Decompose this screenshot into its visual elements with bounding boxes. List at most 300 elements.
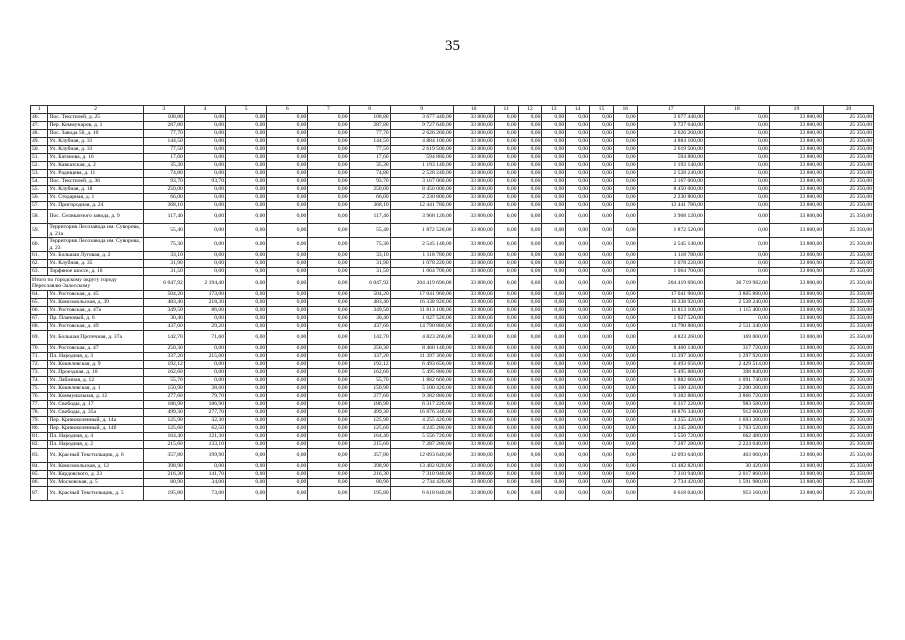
table-cell: 25 350,00 — [824, 463, 874, 471]
table-cell: 33 800,00 — [453, 238, 494, 252]
table-cell: 4 884 100,00 — [390, 138, 453, 146]
table-cell: 195,80 — [143, 487, 184, 501]
table-cell: 25 350,00 — [824, 323, 874, 331]
column-header: 18 — [704, 106, 769, 114]
table-cell: 0,00 — [184, 238, 225, 252]
table-cell: 317 720,00 — [704, 345, 769, 353]
table-cell: 0,00 — [566, 433, 590, 441]
table-cell: 0,00 — [566, 170, 590, 178]
table-cell: 0,00 — [226, 369, 267, 377]
table-cell: 30 420,00 — [704, 463, 769, 471]
table-cell: 0,00 — [613, 299, 637, 307]
table-cell: 0,00 — [590, 441, 614, 449]
table-cell: 33 800,00 — [453, 471, 494, 479]
table-cell: 0,00 — [494, 210, 518, 224]
table-cell: 0,00 — [590, 377, 614, 385]
table-cell: 0,00 — [308, 210, 349, 224]
table-cell: 17 041 960,00 — [637, 291, 704, 299]
table-cell: 0,00 — [590, 276, 614, 291]
address-cell: Ул. Кавказская, д. 2 — [48, 162, 143, 170]
table-cell: 0,00 — [518, 276, 542, 291]
table-cell: 287,80 — [143, 122, 184, 130]
table-cell: 6 493 656,00 — [637, 361, 704, 369]
table-cell: 33 800,00 — [769, 401, 823, 409]
table-cell: 0,00 — [308, 393, 349, 401]
table-cell: 33,10 — [349, 252, 390, 260]
table-row — [31, 385, 874, 393]
table-cell: 0,00 — [542, 170, 566, 178]
table-cell: 0,00 — [613, 138, 637, 146]
table-cell: 25 350,00 — [824, 210, 874, 224]
table-cell: 0,00 — [613, 224, 637, 238]
table-cell: 0,00 — [494, 252, 518, 260]
table-cell: 0,00 — [518, 401, 542, 409]
table-cell: 0,00 — [494, 260, 518, 268]
address-cell: Ул. Свободы, д. 17 — [48, 401, 143, 409]
table-cell: 0,00 — [590, 186, 614, 194]
table-cell: 0,00 — [226, 138, 267, 146]
address-cell: Ул. Пригородная, д. 24 — [48, 202, 143, 210]
table-cell: 93,70 — [184, 178, 225, 186]
table-row — [31, 130, 874, 138]
table-cell: 463 060,00 — [704, 449, 769, 463]
table-cell: 0,00 — [566, 299, 590, 307]
table-cell: 0,00 — [542, 331, 566, 345]
table-cell: 0,00 — [590, 345, 614, 353]
address-cell: Ул. Батанова, д. 16 — [48, 154, 143, 162]
address-cell: Торфяное шоссе, д. 18 — [48, 268, 143, 276]
table-cell: 1 882 660,00 — [390, 377, 453, 385]
table-cell: 0,00 — [494, 353, 518, 361]
table-cell: 250,30 — [143, 345, 184, 353]
row-number-cell: 51. — [31, 154, 48, 162]
table-cell: 0,00 — [308, 369, 349, 377]
table-cell: 0,00 — [542, 323, 566, 331]
table-cell: 0,00 — [613, 417, 637, 425]
table-cell: 0,00 — [704, 114, 769, 122]
table-cell: 0,00 — [613, 268, 637, 276]
table-cell: 0,00 — [566, 331, 590, 345]
row-number-cell: 55. — [31, 186, 48, 194]
table-cell: 33 800,00 — [453, 369, 494, 377]
table-cell: 0,00 — [613, 114, 637, 122]
table-cell: 0,00 — [494, 122, 518, 130]
table-cell: 0,00 — [518, 224, 542, 238]
table-cell: 0,00 — [267, 186, 308, 194]
table-cell: 6 493 656,00 — [390, 361, 453, 369]
table-cell: 0,00 — [566, 307, 590, 315]
table-cell: 8 450 000,00 — [390, 186, 453, 194]
table-cell: 25 350,00 — [824, 252, 874, 260]
table-cell: 25 350,00 — [824, 417, 874, 425]
table-cell: 0,00 — [542, 299, 566, 307]
address-cell: Ул. Радищева, д. 11 — [48, 170, 143, 178]
table-cell: 0,00 — [542, 146, 566, 154]
table-cell: 8 460 140,00 — [390, 345, 453, 353]
table-cell: 0,00 — [226, 178, 267, 186]
table-cell: 0,00 — [518, 130, 542, 138]
table-cell: 33 800,00 — [453, 353, 494, 361]
table-cell: 0,00 — [566, 449, 590, 463]
table-cell: 0,00 — [226, 401, 267, 409]
table-cell: 0,00 — [184, 224, 225, 238]
table-cell: 0,00 — [518, 154, 542, 162]
table-cell: 0,00 — [566, 479, 590, 487]
table-cell: 0,00 — [566, 471, 590, 479]
table-cell: 0,00 — [613, 361, 637, 369]
table-cell: 3 167 060,00 — [390, 178, 453, 186]
table-cell: 0,00 — [566, 323, 590, 331]
row-number-cell: 87. — [31, 487, 48, 501]
table-cell: 25 350,00 — [824, 114, 874, 122]
table-cell: 483,40 — [143, 299, 184, 307]
table-cell: 0,00 — [267, 345, 308, 353]
table-cell: 0,00 — [590, 385, 614, 393]
address-cell: Пер. Кривоколенный, д. 14б — [48, 425, 143, 433]
table-cell: 192,12 — [349, 361, 390, 369]
table-cell: 5 100 420,00 — [390, 385, 453, 393]
table-cell: 0,00 — [226, 260, 267, 268]
table-cell: 5 556 720,00 — [637, 433, 704, 441]
table-cell: 0,00 — [267, 114, 308, 122]
table-cell: 0,00 — [184, 369, 225, 377]
address-cell: Ул. Комсомольская, д. 12 — [48, 463, 143, 471]
table-cell: 121,30 — [184, 433, 225, 441]
table-row — [31, 449, 874, 463]
table-cell: 0,00 — [566, 315, 590, 323]
table-cell: 3 968 120,00 — [637, 210, 704, 224]
table-cell: 1 078 220,00 — [637, 260, 704, 268]
table-cell: 164,40 — [349, 433, 390, 441]
table-cell: 0,00 — [704, 268, 769, 276]
table-cell: 0,00 — [613, 162, 637, 170]
table-cell: 0,00 — [267, 299, 308, 307]
table-cell: 66,00 — [349, 194, 390, 202]
table-cell: 33 800,00 — [769, 433, 823, 441]
table-cell: 0,00 — [267, 471, 308, 479]
table-cell: 34,00 — [184, 479, 225, 487]
table-cell: 0,00 — [184, 146, 225, 154]
table-cell: 0,00 — [267, 401, 308, 409]
table-row — [31, 224, 874, 238]
table-cell: 11 813 100,00 — [637, 307, 704, 315]
table-cell: 0,00 — [308, 268, 349, 276]
table-cell: 25 350,00 — [824, 162, 874, 170]
table-row — [31, 146, 874, 154]
table-cell: 0,00 — [542, 471, 566, 479]
row-number-cell: 66. — [31, 307, 48, 315]
table-cell: 186,90 — [143, 401, 184, 409]
table-cell: 2 528 240,00 — [704, 299, 769, 307]
table-cell: 62,50 — [184, 425, 225, 433]
column-header: 8 — [349, 106, 390, 114]
table-row — [31, 369, 874, 377]
table-cell: 0,00 — [308, 202, 349, 210]
row-number-cell: 68. — [31, 323, 48, 331]
table-cell: 0,00 — [518, 252, 542, 260]
table-cell: 25 350,00 — [824, 331, 874, 345]
column-header: 13 — [542, 106, 566, 114]
table-cell: 0,00 — [590, 409, 614, 417]
table-cell: 25 350,00 — [824, 479, 874, 487]
table-cell: 93,70 — [349, 178, 390, 186]
table-cell: 5 556 720,00 — [390, 433, 453, 441]
table-cell: 0,00 — [566, 441, 590, 449]
address-cell: Ул. Свободы, д. 35а — [48, 409, 143, 417]
table-cell: 0,00 — [308, 170, 349, 178]
table-cell: 0,00 — [226, 122, 267, 130]
table-cell: 33 800,00 — [769, 479, 823, 487]
address-cell: Ул. Ростовская, д. 47 — [48, 345, 143, 353]
table-cell: 0,00 — [566, 393, 590, 401]
table-cell: 0,00 — [494, 369, 518, 377]
table-cell: 16 876 340,00 — [637, 409, 704, 417]
table-cell: 0,00 — [494, 114, 518, 122]
page-number: 35 — [445, 38, 460, 54]
table-cell: 0,00 — [226, 479, 267, 487]
row-number-cell: 76. — [31, 393, 48, 401]
table-cell: 0,00 — [267, 194, 308, 202]
table-row — [31, 425, 874, 433]
table-cell: 16 338 920,00 — [637, 299, 704, 307]
table-row — [31, 377, 874, 385]
table-cell: 2 626 260,00 — [390, 130, 453, 138]
table-cell: 0,00 — [518, 345, 542, 353]
table-cell: 0,00 — [494, 377, 518, 385]
table-cell: 25 350,00 — [824, 291, 874, 299]
table-cell: 0,00 — [494, 385, 518, 393]
table-cell: 33 800,00 — [769, 122, 823, 130]
table-row — [31, 463, 874, 471]
table-cell: 125,90 — [143, 417, 184, 425]
table-cell: 368,10 — [143, 202, 184, 210]
table-cell: 93,70 — [143, 178, 184, 186]
table-cell: 31,50 — [143, 268, 184, 276]
table-cell: 0,00 — [542, 441, 566, 449]
table-cell: 33 800,00 — [769, 353, 823, 361]
table-cell: 0,00 — [308, 238, 349, 252]
table-cell: 0,00 — [566, 186, 590, 194]
table-cell: 0,00 — [226, 449, 267, 463]
table-cell: 33 800,00 — [453, 307, 494, 315]
row-number-cell: 52. — [31, 162, 48, 170]
table-cell: 33 800,00 — [453, 345, 494, 353]
table-cell: 0,00 — [542, 252, 566, 260]
table-row — [31, 401, 874, 409]
table-cell: 0,00 — [518, 186, 542, 194]
table-cell: 31,90 — [143, 260, 184, 268]
table-row — [31, 186, 874, 194]
table-cell: 0,00 — [267, 291, 308, 299]
address-cell: Пос. Селикатного завода, д. 9 — [48, 210, 143, 224]
table-cell: 0,00 — [494, 433, 518, 441]
table-cell: 31,90 — [349, 260, 390, 268]
table-cell: 86,00 — [184, 307, 225, 315]
table-cell: 0,00 — [308, 409, 349, 417]
table-cell: 25 350,00 — [824, 130, 874, 138]
table-cell: 0,00 — [542, 385, 566, 393]
column-header: 16 — [613, 106, 637, 114]
table-cell: 0,00 — [704, 315, 769, 323]
table-cell: 33 800,00 — [769, 178, 823, 186]
table-cell: 0,00 — [704, 122, 769, 130]
row-number-cell: 64. — [31, 291, 48, 299]
table-cell: 215,00 — [184, 353, 225, 361]
table-cell: 0,00 — [226, 130, 267, 138]
housing-fund-table — [30, 105, 874, 501]
table-cell: 218,30 — [184, 299, 225, 307]
table-cell: 25 350,00 — [824, 299, 874, 307]
table-cell: 0,00 — [226, 463, 267, 471]
table-cell: 204 419 696,00 — [390, 276, 453, 291]
table-cell: 25 350,00 — [824, 178, 874, 186]
table-cell: 4 823 260,00 — [390, 331, 453, 345]
table-cell: 0,00 — [590, 194, 614, 202]
table-cell: 0,00 — [590, 479, 614, 487]
table-cell: 33 800,00 — [769, 238, 823, 252]
table-cell: 30,40 — [349, 315, 390, 323]
table-cell: 0,00 — [518, 463, 542, 471]
table-cell: 25 350,00 — [824, 353, 874, 361]
table-cell: 0,00 — [226, 393, 267, 401]
table-cell: 0,00 — [267, 417, 308, 425]
table-cell: 0,00 — [590, 210, 614, 224]
table-cell: 0,00 — [226, 202, 267, 210]
table-cell: 0,00 — [590, 130, 614, 138]
table-cell: 141,70 — [184, 471, 225, 479]
table-cell: 0,00 — [226, 186, 267, 194]
address-cell: Пл. Народная, д. 2 — [48, 441, 143, 449]
table-cell: 25 350,00 — [824, 268, 874, 276]
table-cell: 0,00 — [566, 401, 590, 409]
address-cell: Пл. Народная, д. 4 — [48, 433, 143, 441]
table-cell: 77,70 — [143, 130, 184, 138]
table-cell: 0,00 — [590, 238, 614, 252]
table-cell: 0,00 — [518, 323, 542, 331]
table-cell: 0,00 — [566, 122, 590, 130]
table-cell: 25 350,00 — [824, 409, 874, 417]
table-cell: 33 800,00 — [769, 315, 823, 323]
table-cell: 6 317 220,00 — [637, 401, 704, 409]
table-cell: 0,00 — [590, 291, 614, 299]
table-cell: 0,00 — [566, 377, 590, 385]
table-cell: 0,00 — [566, 268, 590, 276]
table-cell: 0,00 — [267, 170, 308, 178]
table-cell: 0,00 — [590, 393, 614, 401]
table-cell: 0,00 — [494, 202, 518, 210]
table-cell: 0,00 — [613, 345, 637, 353]
table-cell: 0,00 — [494, 307, 518, 315]
table-cell: 0,00 — [613, 154, 637, 162]
table-cell: 0,00 — [518, 202, 542, 210]
table-cell: 12 441 780,00 — [637, 202, 704, 210]
address-cell: Пер. Кривоколенный, д. 14а — [48, 417, 143, 425]
table-cell: 33 800,00 — [453, 138, 494, 146]
table-cell: 0,00 — [613, 425, 637, 433]
table-cell: 0,00 — [267, 441, 308, 449]
table-cell: 33 800,00 — [769, 425, 823, 433]
table-row — [31, 122, 874, 130]
table-cell: 0,00 — [542, 307, 566, 315]
table-cell: 55,40 — [143, 224, 184, 238]
table-cell: 0,00 — [542, 393, 566, 401]
table-cell: 0,00 — [613, 369, 637, 377]
table-cell: 2 224 040,00 — [704, 441, 769, 449]
table-cell: 0,00 — [542, 210, 566, 224]
table-cell: 0,00 — [518, 146, 542, 154]
table-cell: 0,00 — [226, 345, 267, 353]
table-cell: 349,50 — [349, 307, 390, 315]
table-cell: 0,00 — [590, 315, 614, 323]
table-cell: 33 800,00 — [453, 268, 494, 276]
table-cell: 0,00 — [518, 393, 542, 401]
table-cell: 0,00 — [518, 425, 542, 433]
address-cell: Ул. Ростовская, д. 49 — [48, 323, 143, 331]
table-cell: 0,00 — [566, 178, 590, 186]
table-header-row — [31, 106, 874, 114]
table-cell: 0,00 — [518, 307, 542, 315]
column-header: 6 — [267, 106, 308, 114]
table-cell: 0,00 — [308, 425, 349, 433]
table-cell: 0,00 — [308, 353, 349, 361]
table-cell: 13 482 820,00 — [390, 463, 453, 471]
table-cell: 33 800,00 — [453, 224, 494, 238]
table-cell: 0,00 — [226, 361, 267, 369]
address-cell: Пр. Плановый, д. 6 — [48, 315, 143, 323]
table-cell: 33 800,00 — [769, 252, 823, 260]
table-cell: 33 800,00 — [769, 162, 823, 170]
table-cell: 1 693 380,00 — [704, 417, 769, 425]
table-row — [31, 162, 874, 170]
table-cell: 0,00 — [590, 417, 614, 425]
row-number-cell: 58. — [31, 210, 48, 224]
table-cell: 0,00 — [704, 178, 769, 186]
table-cell: 0,00 — [494, 323, 518, 331]
table-cell: 0,00 — [590, 331, 614, 345]
table-cell: 17 041 960,00 — [390, 291, 453, 299]
table-cell: 0,00 — [704, 224, 769, 238]
table-cell: 0,00 — [704, 238, 769, 252]
table-cell: 357,80 — [143, 449, 184, 463]
table-cell: 6 317 220,00 — [390, 401, 453, 409]
table-cell: 216,30 — [143, 471, 184, 479]
table-cell: 3 805 880,00 — [704, 291, 769, 299]
table-cell: 1 872 520,00 — [637, 224, 704, 238]
table-cell: 164,40 — [143, 433, 184, 441]
table-cell: 0,00 — [613, 260, 637, 268]
table-cell: 199,90 — [184, 449, 225, 463]
table-cell: 0,00 — [704, 170, 769, 178]
table-cell: 3 866 720,00 — [704, 393, 769, 401]
table-cell: 25 350,00 — [824, 369, 874, 377]
table-cell: 0,00 — [590, 433, 614, 441]
table-cell: 250,00 — [349, 186, 390, 194]
table-cell: 0,00 — [308, 345, 349, 353]
address-cell: Ул. Кошелевская, д. 1 — [48, 385, 143, 393]
table-cell: 0,00 — [613, 487, 637, 501]
table-cell: 0,00 — [518, 170, 542, 178]
address-cell: Ул. Ростовская, д. 45 — [48, 291, 143, 299]
table-cell: 0,00 — [267, 268, 308, 276]
row-number-cell: 63. — [31, 268, 48, 276]
table-cell: 16 338 920,00 — [390, 299, 453, 307]
table-cell: 0,00 — [308, 323, 349, 331]
table-cell: 142,70 — [143, 331, 184, 345]
table-cell: 0,00 — [267, 433, 308, 441]
table-cell: 1 591 980,00 — [704, 479, 769, 487]
table-cell: 1 027 520,00 — [637, 315, 704, 323]
table-cell: 0,00 — [308, 291, 349, 299]
